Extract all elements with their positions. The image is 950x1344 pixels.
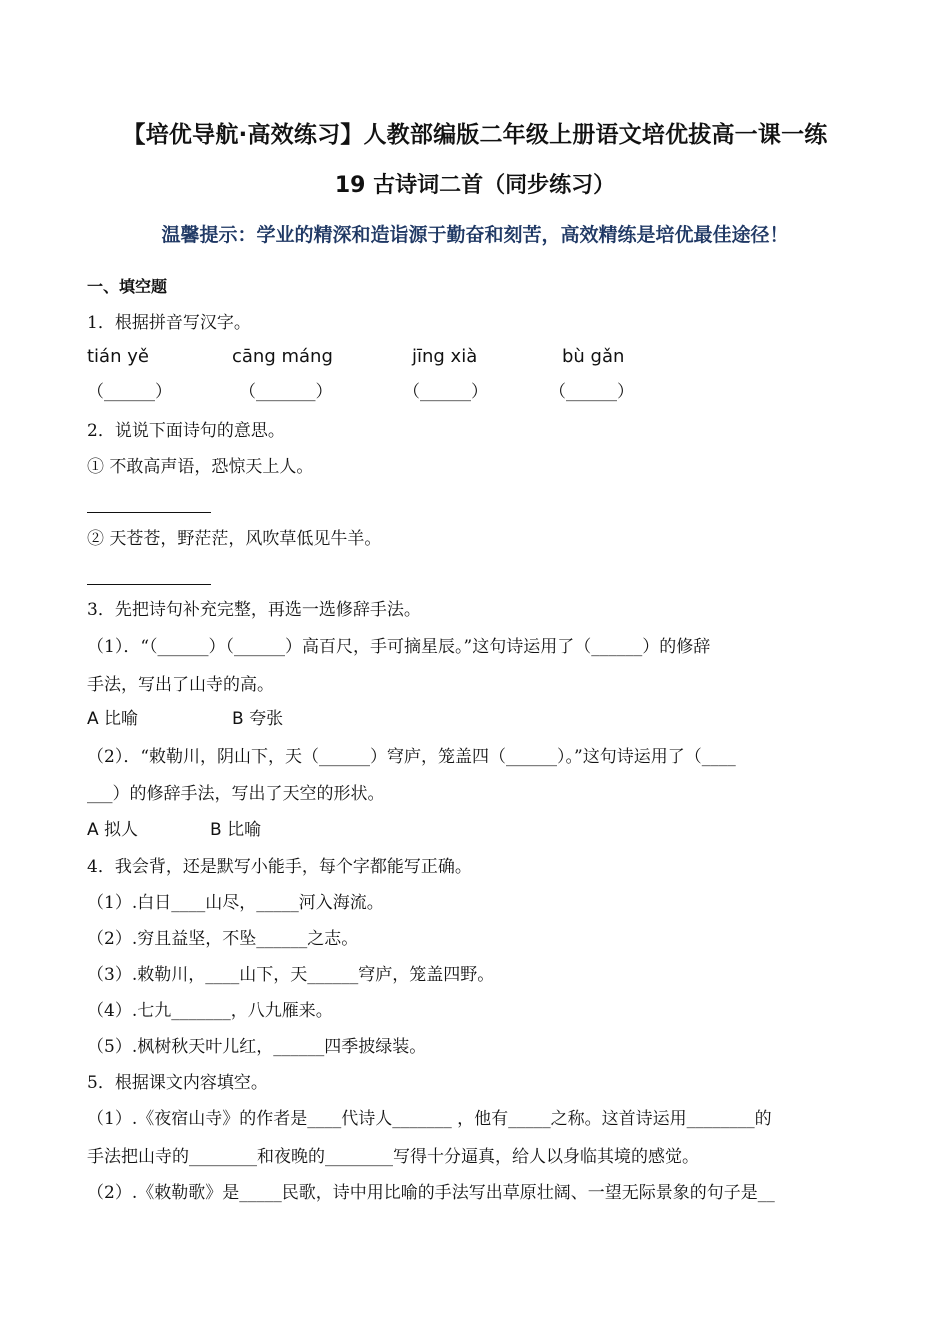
option-a[interactable]: A 拟人	[87, 820, 139, 840]
option-b[interactable]: B 比喻	[210, 820, 262, 840]
question-5-prompt: 5．根据课文内容填空。	[87, 1073, 268, 1093]
section-heading-fill-blank: 一、填空题	[87, 277, 168, 296]
option-a[interactable]: A 比喻	[87, 709, 139, 729]
option-b[interactable]: B 夸张	[232, 709, 284, 729]
question-3-part-2-line-2: ___）的修辞手法，写出了天空的形状。	[87, 784, 385, 804]
answer-blank-2[interactable]: （_______）	[239, 382, 333, 402]
answer-blank-4[interactable]: （______）	[549, 382, 634, 402]
question-2-item-1: ① 不敢高声语，恐惊天上人。	[87, 457, 314, 477]
answer-line-1[interactable]	[87, 512, 211, 513]
question-5-line: 手法把山寺的________和夜晚的________写得十分逼真，给人以身临其境的感觉。	[87, 1147, 699, 1167]
question-4-item: （5）.枫树秋天叶儿红，______四季披绿装。	[87, 1037, 427, 1057]
question-5-line: （2）.《敕勒歌》是_____民歌，诗中用比喻的手法写出草原壮阔、一望无际景象的句子是__	[87, 1183, 775, 1203]
answer-blank-1[interactable]: （______）	[87, 382, 172, 402]
question-4-item: （1）.白日____山尽，_____河入海流。	[87, 893, 384, 913]
question-4-prompt: 4．我会背，还是默写小能手，每个字都能写正确。	[87, 857, 472, 877]
question-2-item-2: ② 天苍苍，野茫茫，风吹草低见牛羊。	[87, 529, 382, 549]
question-4-item: （2）.穷且益坚，不坠______之志。	[87, 929, 359, 949]
question-3-part-1-line-1: （1）．“（______）（______）高百尺，手可摘星辰。”这句诗运用了（______）的修辞	[87, 637, 711, 657]
pinyin-1: tián yě	[87, 346, 149, 367]
question-1-prompt: 1．根据拼音写汉字。	[87, 313, 251, 333]
answer-line-2[interactable]	[87, 584, 211, 585]
question-3-part-1-line-2: 手法，写出了山寺的高。	[87, 675, 274, 695]
question-4-item: （3）.敕勒川，____山下，天______穹庐，笼盖四野。	[87, 965, 495, 985]
pinyin-2: cāng máng	[232, 346, 333, 367]
answer-blank-3[interactable]: （______）	[403, 382, 488, 402]
pinyin-3: jīng xià	[412, 346, 478, 367]
document-title: 【培优导航·高效练习】人教部编版二年级上册语文培优拔高一课一练	[122, 122, 828, 148]
question-3-prompt: 3．先把诗句补充完整，再选一选修辞手法。	[87, 600, 421, 620]
question-3-part-2-line-1: （2）．“敕勒川，阴山下，天（______）穹庐，笼盖四（______）。”这句诗运用了（____	[87, 747, 736, 767]
question-2-prompt: 2．说说下面诗句的意思。	[87, 421, 285, 441]
reminder-tip: 温馨提示：学业的精深和造诣源于勤奋和刻苦，高效精练是培优最佳途径！	[161, 224, 789, 246]
question-4-item: （4）.七九_______，八九雁来。	[87, 1001, 333, 1021]
pinyin-4: bù gǎn	[562, 346, 625, 367]
lesson-title: 19 古诗词二首（同步练习）	[334, 173, 616, 198]
question-5-line: （1）.《夜宿山寺》的作者是____代诗人_______ ，他有_____之称。这首诗运用________的	[87, 1109, 772, 1129]
